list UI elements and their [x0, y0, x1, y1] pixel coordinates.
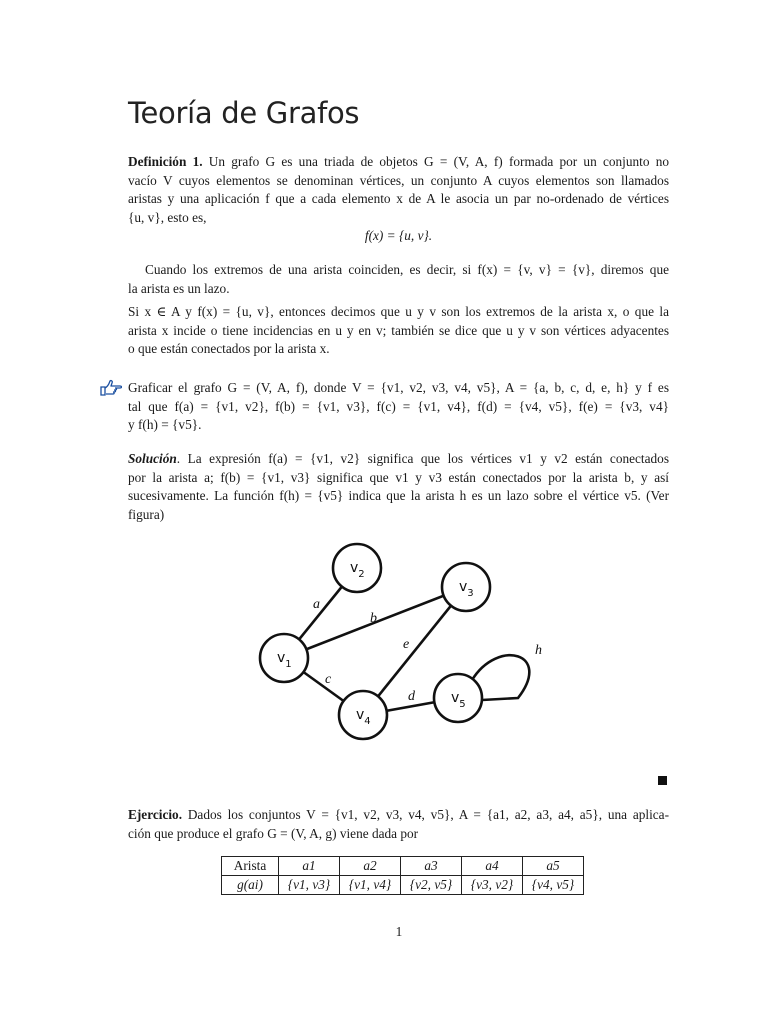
table-cell: a5: [523, 857, 584, 876]
pointing-hand-icon: [100, 379, 122, 397]
edge-label-a: a: [313, 597, 320, 612]
vertex-label: $v_3$: [459, 579, 474, 599]
edge-mapping-table: [221, 856, 584, 895]
solution-line-2: por la arista a; f(b) = {v1, v3} significa que v1 y v3 están conectados por la arista b, y así: [128, 469, 669, 485]
loop-line-1: Cuando los extremos de una arista coinciden, es decir, si f(x) = {v, v} = {v}, diremos que: [145, 262, 669, 277]
table-cell: {v1, v4}: [340, 876, 401, 895]
table-cell: {v2, v5}: [401, 876, 462, 895]
incidence-paragraph: [128, 303, 669, 359]
edge-label-c: c: [325, 672, 332, 687]
incidence-line-1: Si x ∈ A y f(x) = {u, v}, entonces decimos que u y v son los extremos de la arista x, o que la: [128, 304, 669, 319]
table-cell: {v4, v5}: [523, 876, 584, 895]
table-cell: a1: [279, 857, 340, 876]
vertex-label: $v_5$: [451, 690, 466, 710]
exercise-2-label: Ejercicio.: [128, 807, 183, 822]
incidence-line-2: arista x incide o tiene incidencias en u y en v; también se dice que u y v son vértices adyacentes: [128, 322, 669, 338]
loop-line-2: la arista es un lazo.: [128, 280, 230, 296]
vertex-label: $v_4$: [356, 707, 371, 727]
table-cell: a4: [462, 857, 523, 876]
table-row: [222, 876, 584, 895]
vertex-v5: [434, 674, 482, 722]
table-cell: {v3, v2}: [462, 876, 523, 895]
exercise-1-paragraph: [128, 379, 669, 435]
table-header-row: [222, 857, 584, 876]
vertex-v2: [333, 544, 381, 592]
definition-line-4: {u, v}, esto es,: [128, 209, 207, 225]
exercise-2-paragraph: [128, 806, 669, 843]
vertex-v3: [442, 563, 490, 611]
vertex-v4: [339, 691, 387, 739]
definition-paragraph: [128, 153, 669, 246]
table-cell: a3: [401, 857, 462, 876]
edge-label-b: b: [370, 611, 377, 626]
definition-line-1: Un grafo G es una triada de objetos G = (V, A, f) formada por un conjunto no: [208, 154, 669, 169]
qed-square: [658, 776, 667, 785]
graph-figure: [240, 530, 560, 750]
edge-label-e: e: [403, 637, 410, 652]
edge-label-h: h: [535, 643, 542, 658]
exercise-1-line-3: y f(h) = {v5}.: [128, 417, 202, 433]
table-cell: g(ai): [222, 876, 279, 895]
exercise-2-line-1: Dados los conjuntos V = {v1, v2, v3, v4, v5}, A = {a1, a2, a3, a4, a5}, una aplica-: [187, 807, 669, 822]
table-cell: Arista: [222, 857, 279, 876]
incidence-line-3: o que están conectados por la arista x.: [128, 341, 330, 357]
exercise-1-line-2: tal que f(a) = {v1, v2}, f(b) = {v1, v3}, f(c) = {v1, v4}, f(d) = {v4, v5}, f(e) = {v3, v4}: [128, 398, 669, 414]
solution-label: Solución: [128, 451, 177, 466]
edge-label-d: d: [408, 689, 415, 704]
definition-line-3: aristas y una aplicación f que a cada elemento x de A le asocia un par no-ordenado de vértices: [128, 191, 669, 207]
table-cell: a2: [340, 857, 401, 876]
solution-line-3: sucesivamente. La función f(h) = {v5} indica que la arista h es un lazo sobre el vértice v5. (Ver: [128, 488, 669, 504]
loop-paragraph: [128, 261, 669, 298]
vertex-label: $v_2$: [350, 560, 365, 580]
definition-label: Definición 1.: [128, 154, 203, 169]
page-title: Teoría de Grafos: [128, 96, 360, 130]
exercise-2-line-2: ción que produce el grafo G = (V, A, g) viene dada por: [128, 825, 419, 841]
vertex-v1: [260, 634, 308, 682]
exercise-1-line-1: Graficar el grafo G = (V, A, f), donde V = {v1, v2, v3, v4, v5}, A = {a, b, c, d, e, h} y f es: [128, 380, 669, 395]
solution-line-4: figura): [128, 506, 165, 522]
solution-paragraph: [128, 450, 669, 524]
page-number: 1: [395, 924, 403, 939]
definition-line-2: vacío V cuyos elementos se denominan vértices, un conjunto A cuyos elementos son llamados: [128, 172, 669, 188]
solution-line-1: . La expresión f(a) = {v1, v2} significa que los vértices v1 y v2 están conectados: [176, 451, 669, 466]
vertex-label: $v_1$: [277, 650, 292, 670]
table-cell: {v1, v3}: [279, 876, 340, 895]
definition-formula: f(x) = {u, v}.: [364, 228, 433, 244]
